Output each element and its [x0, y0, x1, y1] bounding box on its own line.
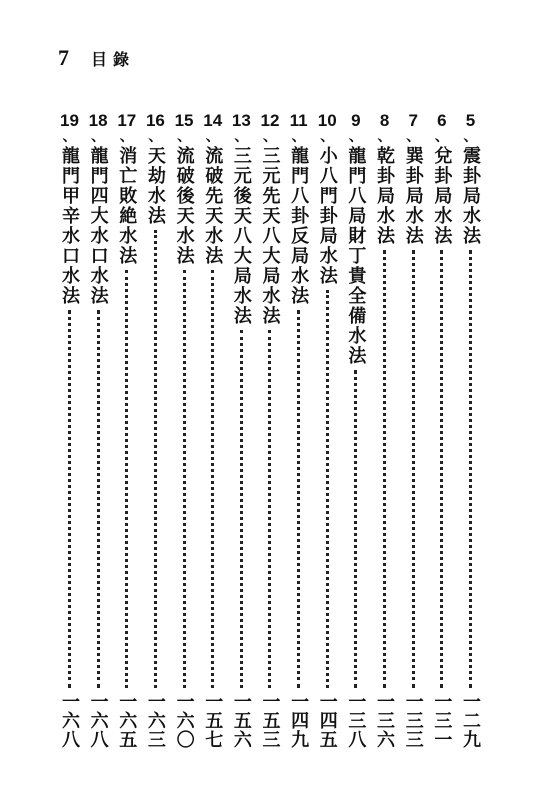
dot-leader [326, 290, 332, 688]
toc-entry[interactable] [171, 112, 198, 752]
entry-separator: 、 [62, 129, 77, 145]
entry-page-number: 一四九 [288, 692, 310, 749]
entry-title: 巽卦局水法 [402, 146, 424, 246]
entry-separator: 、 [234, 129, 249, 145]
toc-entry[interactable] [228, 112, 255, 752]
dot-leader [125, 270, 131, 688]
entry-number: 17 [117, 111, 137, 130]
entry-title: 流破先天水法 [202, 146, 224, 266]
entry-page-number: 一三六 [374, 692, 396, 749]
toc-entry[interactable] [113, 112, 140, 752]
entry-title: 消亡敗絶水法 [116, 146, 138, 266]
entry-separator: 、 [320, 129, 335, 145]
toc-entry[interactable] [342, 112, 369, 752]
entry-title: 龍門四大水口水法 [87, 146, 109, 306]
toc-entry[interactable] [256, 112, 283, 752]
toc-entry[interactable] [371, 112, 398, 752]
dot-leader [97, 310, 103, 688]
entry-title: 天劫水法 [144, 146, 166, 226]
dot-leader [469, 250, 475, 688]
entry-page-number: 一六八 [59, 692, 80, 749]
entry-separator: 、 [177, 129, 192, 145]
dot-leader [268, 330, 274, 688]
entry-page-number: 一六〇 [173, 692, 195, 749]
entry-separator: 、 [91, 129, 106, 145]
entry-title: 震卦局水法 [459, 146, 481, 246]
entry-page-number: 一二九 [459, 692, 481, 749]
toc-entry[interactable] [199, 112, 226, 752]
entry-separator: 、 [262, 129, 277, 145]
entry-separator: 、 [205, 129, 220, 145]
toc-entry[interactable] [457, 112, 484, 752]
toc-entry[interactable] [285, 112, 312, 752]
entry-title: 龍門八局財丁貴全備水法 [345, 146, 367, 366]
entry-separator: 、 [291, 129, 306, 145]
entry-page-number: 一六八 [87, 692, 109, 749]
entry-separator: 、 [434, 129, 449, 145]
toc-entry[interactable] [142, 112, 169, 752]
dot-leader [354, 370, 360, 688]
entry-page-number: 一五三 [259, 692, 281, 749]
entry-page-number: 一六五 [116, 692, 138, 749]
dot-leader [412, 250, 418, 688]
entry-separator: 、 [406, 129, 421, 145]
entry-number: 11 [289, 111, 308, 130]
entry-separator: 、 [119, 129, 134, 145]
dot-leader [240, 330, 246, 688]
entry-page-number: 一三三 [402, 692, 424, 749]
entry-title: 龍門八卦反局水法 [288, 146, 310, 306]
entry-separator: 、 [348, 129, 363, 145]
entry-separator: 、 [148, 129, 163, 145]
entry-number: 19 [60, 111, 79, 130]
toc-entry[interactable] [85, 112, 112, 752]
entry-page-number: 一四五 [316, 692, 338, 749]
dot-leader [211, 270, 217, 688]
entry-title: 兌卦局水法 [431, 146, 453, 246]
dot-leader [297, 310, 303, 688]
entry-number: 18 [88, 111, 108, 130]
dot-leader [68, 310, 74, 688]
entry-title: 小八門卦局水法 [316, 146, 338, 286]
entry-number: 6 [437, 111, 447, 130]
toc-entry[interactable] [400, 112, 427, 752]
entry-number: 5 [465, 111, 476, 130]
entry-page-number: 一三一 [431, 692, 453, 749]
entry-number: 15 [174, 111, 194, 130]
entry-page-number: 一三八 [345, 692, 367, 749]
entry-number: 12 [260, 111, 280, 130]
dot-leader [154, 230, 160, 688]
entry-page-number: 一五六 [230, 692, 252, 749]
dot-leader [440, 250, 446, 688]
entry-page-number: 一五七 [202, 692, 224, 749]
entry-title: 三元後天八大局水法 [230, 146, 252, 326]
entry-number: 10 [317, 111, 337, 130]
toc-entry[interactable] [56, 112, 83, 752]
entry-page-number: 一六三 [144, 692, 166, 749]
entry-number: 7 [408, 111, 418, 130]
dot-leader [183, 270, 189, 688]
entry-number: 9 [351, 111, 361, 130]
entry-separator: 、 [377, 129, 392, 145]
entry-number: 8 [379, 111, 390, 130]
entry-separator: 、 [463, 129, 478, 145]
entry-title: 三元先天八大局水法 [259, 146, 281, 326]
table-of-contents [56, 112, 484, 752]
entry-number: 16 [145, 111, 165, 130]
entry-title: 流破後天水法 [173, 146, 195, 266]
dot-leader [383, 250, 389, 688]
entry-title: 乾卦局水法 [374, 146, 396, 246]
page-heading: 目錄 [91, 49, 136, 69]
toc-entry[interactable] [314, 112, 341, 752]
page-number: 7 [58, 45, 69, 70]
entry-number: 14 [203, 111, 223, 130]
page-header [58, 44, 135, 72]
toc-entry[interactable] [428, 112, 455, 752]
entry-title: 龍門甲辛水口水法 [59, 146, 80, 306]
entry-number: 13 [231, 111, 251, 130]
